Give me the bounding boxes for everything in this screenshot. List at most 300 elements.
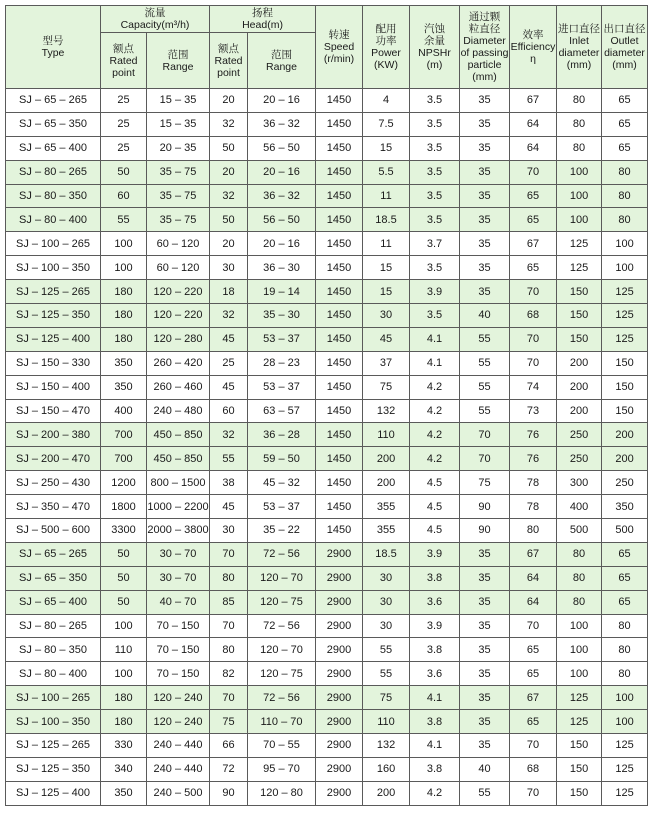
cell-inlet-diameter: 80 [557,590,602,614]
cell-capacity-rated: 350 [101,781,147,805]
cell-npshr: 4.5 [410,495,460,519]
header-particle-zh1: 通过颗 [468,11,501,23]
cell-npshr: 4.2 [410,399,460,423]
cell-type: SJ – 150 – 330 [6,351,101,375]
cell-npshr: 4.1 [410,351,460,375]
cell-head-rated: 45 [210,375,248,399]
cell-power: 18.5 [363,542,410,566]
cell-capacity-rated: 50 [101,542,147,566]
cell-capacity-range: 240 – 500 [147,781,210,805]
cell-speed: 1450 [316,208,363,232]
table-row [6,351,648,375]
cell-npshr: 4.1 [410,734,460,758]
cell-capacity-rated: 350 [101,375,147,399]
cell-speed: 2900 [316,757,363,781]
cell-head-rated: 20 [210,160,248,184]
cell-npshr: 3.8 [410,638,460,662]
cell-outlet-diameter: 150 [602,351,648,375]
cell-capacity-rated: 50 [101,160,147,184]
header-type [6,6,101,89]
cell-speed: 1450 [316,471,363,495]
cell-npshr: 4.2 [410,781,460,805]
cell-power: 110 [363,423,410,447]
table-row [6,208,648,232]
cell-head-rated: 45 [210,327,248,351]
header-speed [316,6,363,89]
cell-outlet-diameter: 200 [602,447,648,471]
cell-head-rated: 85 [210,590,248,614]
cell-head-range: 53 – 37 [248,375,316,399]
cell-outlet-diameter: 150 [602,375,648,399]
cell-efficiency: 64 [510,590,557,614]
cell-power: 5.5 [363,160,410,184]
cell-inlet-diameter: 250 [557,423,602,447]
cell-power: 200 [363,781,410,805]
cell-capacity-rated: 100 [101,232,147,256]
cell-head-rated: 30 [210,519,248,543]
header-particle-en1: Diameter [463,35,506,47]
cell-head-range: 56 – 50 [248,136,316,160]
cell-capacity-rated: 180 [101,710,147,734]
table-row [6,136,648,160]
header-head-rated-en1: Rated [214,54,243,67]
cell-type: SJ – 125 – 265 [6,734,101,758]
cell-inlet-diameter: 150 [557,304,602,328]
cell-type: SJ – 80 – 265 [6,160,101,184]
cell-npshr: 3.8 [410,710,460,734]
cell-outlet-diameter: 65 [602,542,648,566]
cell-type: SJ – 150 – 470 [6,399,101,423]
cell-capacity-range: 120 – 240 [147,710,210,734]
cell-type: SJ – 500 – 600 [6,519,101,543]
cell-particle-diameter: 75 [460,471,510,495]
spec-table-wrapper [5,5,648,806]
cell-capacity-rated: 1800 [101,495,147,519]
cell-head-range: 36 – 30 [248,256,316,280]
cell-efficiency: 70 [510,781,557,805]
cell-speed: 2900 [316,590,363,614]
cell-npshr: 3.9 [410,542,460,566]
cell-outlet-diameter: 80 [602,614,648,638]
table-row [6,662,648,686]
table-row [6,447,648,471]
cell-inlet-diameter: 400 [557,495,602,519]
cell-power: 15 [363,256,410,280]
cell-head-rated: 50 [210,208,248,232]
cell-efficiency: 67 [510,232,557,256]
cell-type: SJ – 250 – 430 [6,471,101,495]
cell-speed: 1450 [316,351,363,375]
cell-capacity-range: 450 – 850 [147,423,210,447]
cell-efficiency: 70 [510,327,557,351]
cell-efficiency: 65 [510,208,557,232]
cell-head-range: 120 – 80 [248,781,316,805]
cell-outlet-diameter: 350 [602,495,648,519]
cell-efficiency: 78 [510,471,557,495]
cell-speed: 2900 [316,781,363,805]
cell-speed: 1450 [316,375,363,399]
cell-inlet-diameter: 100 [557,662,602,686]
cell-efficiency: 65 [510,184,557,208]
cell-speed: 1450 [316,89,363,113]
header-head-en: Head(m) [242,19,283,31]
cell-capacity-rated: 55 [101,208,147,232]
cell-efficiency: 64 [510,112,557,136]
table-row [6,304,648,328]
cell-head-range: 59 – 50 [248,447,316,471]
cell-power: 355 [363,495,410,519]
cell-head-range: 45 – 32 [248,471,316,495]
cell-outlet-diameter: 65 [602,566,648,590]
cell-power: 132 [363,734,410,758]
cell-type: SJ – 200 – 380 [6,423,101,447]
cell-head-rated: 32 [210,184,248,208]
header-speed-unit: (r/min) [323,53,355,65]
cell-capacity-rated: 25 [101,89,147,113]
cell-npshr: 4.2 [410,447,460,471]
cell-capacity-rated: 1200 [101,471,147,495]
cell-type: SJ – 200 – 470 [6,447,101,471]
header-efficiency-en: Efficiency [510,41,556,53]
cell-inlet-diameter: 80 [557,112,602,136]
table-row [6,89,648,113]
table-row [6,160,648,184]
table-row [6,638,648,662]
cell-capacity-rated: 25 [101,136,147,160]
header-capacity-zh: 流量 [144,7,166,19]
cell-npshr: 3.5 [410,184,460,208]
header-power [363,6,410,89]
table-row [6,423,648,447]
cell-speed: 2900 [316,614,363,638]
cell-particle-diameter: 35 [460,686,510,710]
table-row [6,542,648,566]
cell-npshr: 3.5 [410,304,460,328]
cell-outlet-diameter: 125 [602,781,648,805]
header-outlet-unit: (mm) [612,59,637,71]
cell-type: SJ – 100 – 265 [6,232,101,256]
cell-particle-diameter: 35 [460,256,510,280]
table-row [6,375,648,399]
cell-capacity-range: 35 – 75 [147,160,210,184]
cell-capacity-rated: 180 [101,327,147,351]
cell-head-range: 35 – 30 [248,304,316,328]
cell-speed: 2900 [316,662,363,686]
cell-power: 200 [363,447,410,471]
cell-capacity-range: 120 – 240 [147,686,210,710]
cell-capacity-range: 60 – 120 [147,256,210,280]
cell-particle-diameter: 35 [460,208,510,232]
table-row [6,757,648,781]
cell-npshr: 3.5 [410,160,460,184]
cell-capacity-range: 70 – 150 [147,638,210,662]
cell-outlet-diameter: 65 [602,89,648,113]
cell-inlet-diameter: 150 [557,757,602,781]
cell-speed: 2900 [316,638,363,662]
cell-type: SJ – 65 – 400 [6,136,101,160]
header-efficiency [510,6,557,89]
cell-npshr: 4.5 [410,519,460,543]
cell-head-range: 120 – 75 [248,590,316,614]
cell-inlet-diameter: 125 [557,256,602,280]
cell-speed: 2900 [316,710,363,734]
cell-capacity-range: 120 – 220 [147,304,210,328]
cell-head-range: 56 – 50 [248,208,316,232]
cell-particle-diameter: 35 [460,638,510,662]
header-npshr [410,6,460,89]
cell-type: SJ – 125 – 400 [6,327,101,351]
cell-type: SJ – 80 – 350 [6,638,101,662]
cell-inlet-diameter: 80 [557,542,602,566]
cell-particle-diameter: 35 [460,566,510,590]
header-npshr-en: NPSHr [418,47,451,59]
cell-head-rated: 50 [210,136,248,160]
cell-efficiency: 76 [510,447,557,471]
cell-head-rated: 70 [210,686,248,710]
cell-capacity-rated: 50 [101,590,147,614]
header-head-range [248,33,316,89]
cell-outlet-diameter: 80 [602,184,648,208]
cell-outlet-diameter: 80 [602,160,648,184]
cell-inlet-diameter: 150 [557,781,602,805]
cell-inlet-diameter: 200 [557,351,602,375]
table-row [6,399,648,423]
cell-head-rated: 70 [210,614,248,638]
cell-outlet-diameter: 100 [602,232,648,256]
cell-capacity-rated: 350 [101,351,147,375]
cell-outlet-diameter: 250 [602,471,648,495]
cell-head-rated: 75 [210,710,248,734]
cell-capacity-range: 35 – 75 [147,184,210,208]
cell-inlet-diameter: 250 [557,447,602,471]
table-body [6,89,648,806]
header-head-rated-en2: point [217,66,240,79]
cell-efficiency: 67 [510,686,557,710]
cell-outlet-diameter: 125 [602,280,648,304]
cell-capacity-rated: 330 [101,734,147,758]
header-head [210,6,316,33]
cell-power: 132 [363,399,410,423]
cell-capacity-range: 40 – 70 [147,590,210,614]
cell-type: SJ – 80 – 350 [6,184,101,208]
cell-head-range: 63 – 57 [248,399,316,423]
cell-particle-diameter: 35 [460,136,510,160]
cell-speed: 2900 [316,734,363,758]
cell-head-range: 53 – 37 [248,495,316,519]
cell-capacity-rated: 180 [101,304,147,328]
cell-speed: 1450 [316,232,363,256]
header-power-zh1: 配用 [375,23,397,35]
cell-speed: 1450 [316,136,363,160]
cell-capacity-rated: 100 [101,614,147,638]
cell-capacity-range: 70 – 150 [147,614,210,638]
cell-capacity-rated: 3300 [101,519,147,543]
cell-outlet-diameter: 100 [602,256,648,280]
cell-head-rated: 55 [210,447,248,471]
cell-capacity-range: 60 – 120 [147,232,210,256]
cell-power: 30 [363,304,410,328]
cell-type: SJ – 65 – 265 [6,542,101,566]
header-capacity-en: Capacity(m³/h) [120,19,190,31]
header-cap-range-zh: 范围 [167,48,189,61]
cell-speed: 1450 [316,184,363,208]
cell-npshr: 4.1 [410,686,460,710]
cell-outlet-diameter: 125 [602,304,648,328]
cell-speed: 1450 [316,327,363,351]
cell-inlet-diameter: 100 [557,638,602,662]
cell-speed: 1450 [316,495,363,519]
cell-outlet-diameter: 500 [602,519,648,543]
header-efficiency-symbol: η [530,53,536,65]
cell-head-rated: 70 [210,542,248,566]
cell-head-range: 120 – 75 [248,662,316,686]
cell-npshr: 3.9 [410,280,460,304]
cell-outlet-diameter: 65 [602,590,648,614]
cell-capacity-rated: 100 [101,256,147,280]
cell-capacity-range: 15 – 35 [147,89,210,113]
header-particle-en2: of passing [460,47,509,59]
cell-capacity-rated: 340 [101,757,147,781]
cell-particle-diameter: 55 [460,375,510,399]
header-particle-zh2: 粒直径 [468,23,501,35]
cell-efficiency: 70 [510,734,557,758]
cell-type: SJ – 100 – 265 [6,686,101,710]
cell-npshr: 3.7 [410,232,460,256]
cell-efficiency: 67 [510,89,557,113]
cell-npshr: 3.8 [410,757,460,781]
header-cap-rated-en2: point [112,66,135,79]
cell-head-range: 72 – 56 [248,614,316,638]
cell-speed: 1450 [316,160,363,184]
cell-head-rated: 60 [210,399,248,423]
header-outlet-en1: Outlet [610,35,639,47]
cell-particle-diameter: 35 [460,160,510,184]
cell-capacity-range: 120 – 280 [147,327,210,351]
cell-capacity-range: 120 – 220 [147,280,210,304]
cell-particle-diameter: 35 [460,734,510,758]
cell-capacity-rated: 50 [101,566,147,590]
table-row [6,734,648,758]
header-npshr-unit: (m) [426,59,443,71]
cell-particle-diameter: 90 [460,495,510,519]
cell-head-range: 35 – 22 [248,519,316,543]
cell-head-range: 72 – 56 [248,542,316,566]
cell-efficiency: 70 [510,160,557,184]
cell-inlet-diameter: 125 [557,686,602,710]
cell-efficiency: 65 [510,710,557,734]
cell-type: SJ – 125 – 400 [6,781,101,805]
cell-npshr: 3.5 [410,89,460,113]
cell-outlet-diameter: 125 [602,327,648,351]
cell-capacity-range: 240 – 480 [147,399,210,423]
cell-head-range: 110 – 70 [248,710,316,734]
cell-npshr: 3.5 [410,136,460,160]
cell-inlet-diameter: 150 [557,280,602,304]
cell-particle-diameter: 35 [460,184,510,208]
cell-head-range: 70 – 55 [248,734,316,758]
cell-capacity-range: 30 – 70 [147,542,210,566]
cell-inlet-diameter: 100 [557,614,602,638]
cell-efficiency: 67 [510,542,557,566]
header-cap-rated-en1: Rated [109,54,138,67]
table-row [6,495,648,519]
cell-outlet-diameter: 100 [602,710,648,734]
header-efficiency-zh: 效率 [522,29,544,41]
cell-capacity-rated: 60 [101,184,147,208]
cell-head-range: 19 – 14 [248,280,316,304]
cell-capacity-rated: 700 [101,447,147,471]
cell-capacity-range: 30 – 70 [147,566,210,590]
cell-capacity-range: 240 – 440 [147,757,210,781]
cell-speed: 1450 [316,423,363,447]
cell-capacity-range: 240 – 440 [147,734,210,758]
cell-capacity-rated: 180 [101,686,147,710]
cell-head-rated: 20 [210,232,248,256]
table-row [6,327,648,351]
cell-type: SJ – 125 – 265 [6,280,101,304]
cell-particle-diameter: 35 [460,89,510,113]
cell-npshr: 4.1 [410,327,460,351]
cell-efficiency: 70 [510,351,557,375]
table-row [6,781,648,805]
cell-inlet-diameter: 100 [557,184,602,208]
header-head-zh: 扬程 [252,7,274,19]
table-row [6,112,648,136]
table-row [6,280,648,304]
cell-power: 7.5 [363,112,410,136]
cell-capacity-rated: 25 [101,112,147,136]
cell-inlet-diameter: 100 [557,160,602,184]
cell-particle-diameter: 70 [460,423,510,447]
cell-power: 15 [363,136,410,160]
cell-outlet-diameter: 65 [602,136,648,160]
header-inlet [557,6,602,89]
cell-head-rated: 90 [210,781,248,805]
cell-outlet-diameter: 80 [602,208,648,232]
table-row [6,471,648,495]
cell-capacity-range: 260 – 460 [147,375,210,399]
cell-capacity-range: 70 – 150 [147,662,210,686]
table-row [6,590,648,614]
cell-efficiency: 74 [510,375,557,399]
cell-head-range: 36 – 32 [248,112,316,136]
cell-npshr: 4.2 [410,375,460,399]
cell-head-rated: 38 [210,471,248,495]
cell-power: 75 [363,375,410,399]
cell-inlet-diameter: 80 [557,566,602,590]
cell-power: 55 [363,638,410,662]
cell-capacity-range: 35 – 75 [147,208,210,232]
cell-efficiency: 65 [510,662,557,686]
cell-efficiency: 70 [510,614,557,638]
cell-power: 4 [363,89,410,113]
cell-particle-diameter: 55 [460,399,510,423]
cell-outlet-diameter: 80 [602,638,648,662]
header-outlet-en2: diameter [604,47,645,59]
cell-particle-diameter: 35 [460,280,510,304]
cell-inlet-diameter: 125 [557,710,602,734]
cell-head-range: 20 – 16 [248,160,316,184]
cell-speed: 1450 [316,519,363,543]
cell-npshr: 3.5 [410,208,460,232]
cell-capacity-rated: 400 [101,399,147,423]
header-inlet-zh: 进口直径 [558,23,601,35]
cell-outlet-diameter: 200 [602,423,648,447]
cell-power: 75 [363,686,410,710]
cell-speed: 1450 [316,304,363,328]
header-type-en: Type [41,47,65,59]
cell-npshr: 4.2 [410,423,460,447]
